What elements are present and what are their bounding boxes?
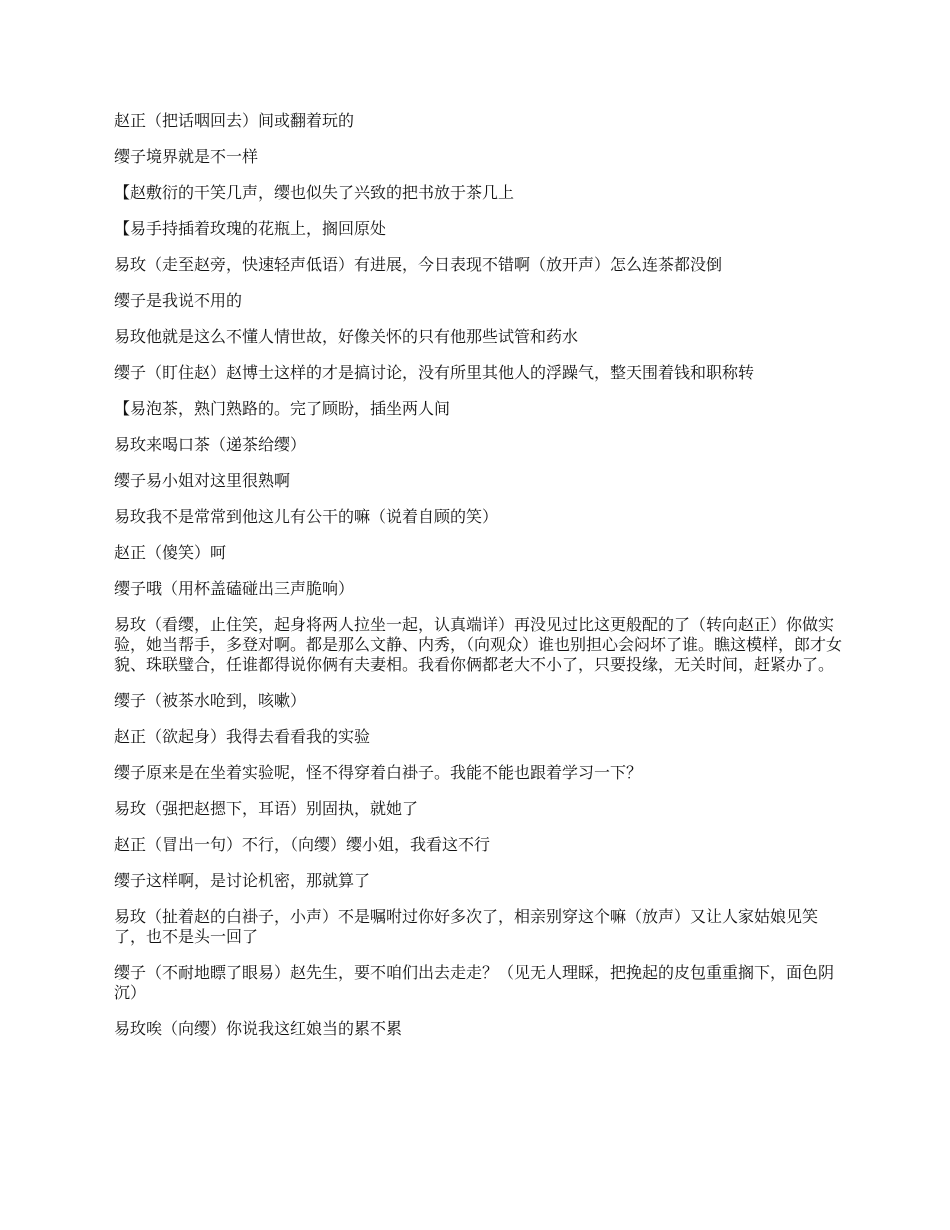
script-line: 易玫（扯着赵的白褂子，小声）不是嘱咐过你好多次了，相亲别穿这个嘛（放声）又让人家姑娘见笑了，也不是头一回了 bbox=[114, 907, 819, 946]
stage-direction: 【易手持插着玫瑰的花瓶上，搁回原处 bbox=[114, 219, 387, 238]
script-line: 缨子境界就是不一样 bbox=[114, 147, 259, 166]
script-line: 缨子（不耐地瞟了眼易）赵先生，要不咱们出去走走？（见无人理睬，把挽起的皮包重重搁下，面色阴沉） bbox=[114, 963, 835, 1002]
script-line: 缨子原来是在坐着实验呢，怪不得穿着白褂子。我能不能也跟着学习一下？ bbox=[114, 763, 643, 782]
script-line: 易玫来喝口茶（递茶给缨） bbox=[114, 435, 307, 454]
script-line: 缨子哦（用杯盖磕碰出三声脆响） bbox=[114, 579, 355, 598]
script-line: 易玫唉（向缨）你说我这红娘当的累不累 bbox=[114, 1019, 403, 1038]
script-line: 易玫（看缨，止住笑，起身将两人拉坐一起，认真端详）再没见过比这更般配的了（转向赵正）你做实验，她当帮手，多登对啊。都是那么文静、内秀，（向观众）谁也别担心会闷坏了谁。瞧这模样，郎才女貌、珠联璧合，任谁都得说你俩有夫妻相。我看你俩都老大不小了，只要投缘，无关时间，赶紧办了。 bbox=[114, 615, 843, 674]
stage-direction: 【易泡茶，熟门熟路的。完了顾盼，插坐两人间 bbox=[114, 399, 451, 418]
script-line: 赵正（冒出一句）不行，（向缨）缨小姐，我看这不行 bbox=[114, 835, 491, 854]
script-line: 缨子易小姐对这里很熟啊 bbox=[114, 471, 291, 490]
script-line: 易玫他就是这么不懂人情世故，好像关怀的只有他那些试管和药水 bbox=[114, 327, 579, 346]
script-line: 缨子（被茶水呛到，咳嗽） bbox=[114, 691, 307, 710]
script-line: 赵正（傻笑）呵 bbox=[114, 543, 227, 562]
script-line: 易玫（强把赵摁下，耳语）别固执，就她了 bbox=[114, 799, 419, 818]
script-line: 缨子是我说不用的 bbox=[114, 291, 243, 310]
script-line: 赵正（欲起身）我得去看看我的实验 bbox=[114, 727, 371, 746]
script-line: 缨子（盯住赵）赵博士这样的才是搞讨论，没有所里其他人的浮躁气，整天围着钱和职称转 bbox=[114, 363, 755, 382]
stage-direction: 【赵敷衍的干笑几声，缨也似失了兴致的把书放于茶几上 bbox=[114, 183, 515, 202]
script-line: 赵正（把话咽回去）间或翻着玩的 bbox=[114, 111, 355, 130]
script-text bbox=[114, 111, 842, 1055]
script-line: 易玫我不是常常到他这儿有公干的嘛（说着自顾的笑） bbox=[114, 507, 499, 526]
script-line: 易玫（走至赵旁，快速轻声低语）有进展，今日表现不错啊（放开声）怎么连茶都没倒 bbox=[114, 255, 723, 274]
script-line: 缨子这样啊，是讨论机密，那就算了 bbox=[114, 871, 371, 890]
